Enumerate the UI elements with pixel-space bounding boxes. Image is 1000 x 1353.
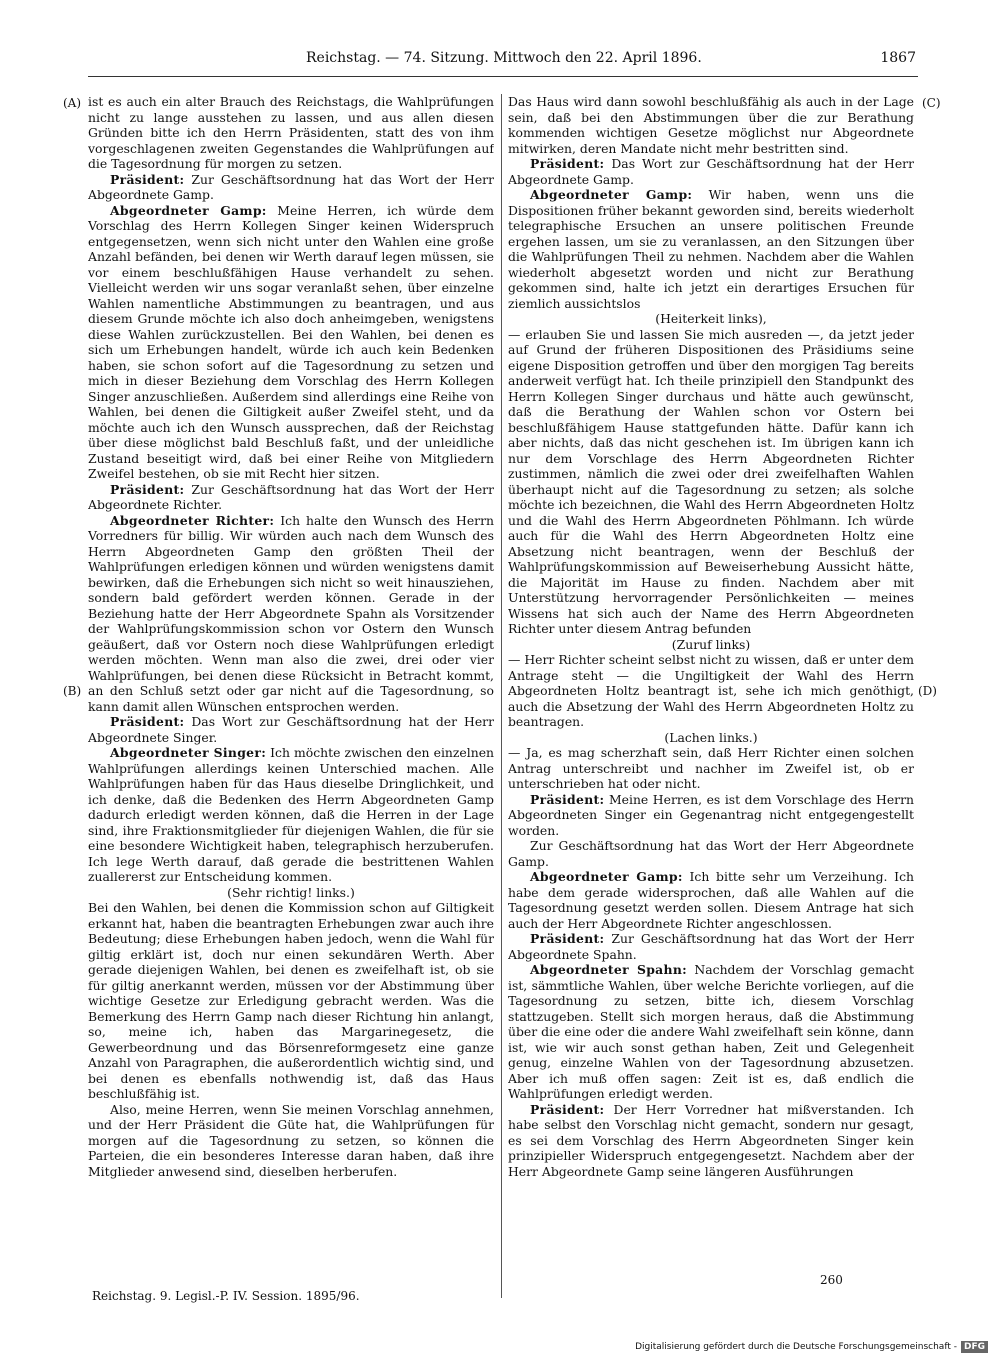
- paragraph-text: Zur Geschäftsordnung hat das Wort der Herr Abgeordnete Spahn.: [508, 931, 914, 962]
- paragraph: [88, 513, 494, 715]
- paragraph: [508, 156, 914, 187]
- paragraph: [88, 745, 494, 885]
- paragraph: [88, 172, 494, 203]
- paragraph: [508, 94, 914, 156]
- paragraph-text: Meine Herren, es ist dem Vorschlage des Herrn Abgeordneten Singer ein Gegenantrag nicht entgegengestellt worden.: [508, 791, 914, 838]
- paragraph: [508, 187, 914, 311]
- paragraph-text: Ich bitte sehr um Verzeihung. Ich habe dem gerade widersprochen, daß alle Wahlen auf die Tagesordnung gesetzt werden sollen. Diesem Antrage hat sich auch der Herr Abgeordnete Richter angeschlossen.: [508, 869, 914, 931]
- paragraph-text: Bei den Wahlen, bei denen die Kommission schon auf Giltigkeit erkannt hat, haben die beantragten Erhebungen zwar auch ihre Bedeutung; diese Erhebungen haben jedoch, wenn die Wahl für giltig erklärt ist, doch nur einen sekundären Werth. Aber gerade diejenigen Wahlen, bei denen es zweifelhaft ist, ob sie für giltig anerkannt werden, müssen vor der Abstimmung über wichtige Gesetze zur Erledigung gebracht werden. Was die Bemerkung des Herrn Gamp nach dieser Richtung hin anlangt, so, meine ich, haben das Margarinegesetz, die Gewerbeordnung und das Börsenreformgesetz eine ganze Anzahl von Paragraphen, die außerordentlich wichtig sind, und bei denen es ebenfalls nothwendig ist, daß das Haus beschlußfähig ist.: [88, 900, 494, 1101]
- speaker-name: Abgeordneter Richter:: [110, 512, 275, 528]
- speaker-name: Präsident:: [530, 931, 605, 946]
- paragraph-text: Ich halte den Wunsch des Herrn Vorredners für billig. Wir würden auch nach dem Wunsch des Herrn Abgeordneten Gamp den größten Theil der Wahlprüfungen erledigen können und würden wenigstens damit bewirken, daß die Erhebungen sich nicht so weit hinausziehen, sondern bald gefördert werden können. Gerade in der Beziehung hatte der Herr Abgeordnete Spahn als Vorsitzender der Wahlprüfungskommission schon vor Ostern den Wunsch geäußert, daß vor Ostern noch diese Wahlprüfungen erledigt werden möchten. Wenn man also die zwei, drei oder vier Wahlprüfungen, bei denen diese Rücksicht in Betracht kommt, an den Schluß setzt oder gar nicht auf die Tagesordnung, so kann damit allen Wünschen entsprochen werden.: [88, 512, 494, 714]
- dfg-credit: [635, 1340, 988, 1353]
- paragraph: [88, 94, 494, 172]
- speaker-name: Präsident:: [110, 481, 185, 497]
- paragraph: [508, 838, 914, 869]
- column-divider: [501, 94, 502, 1298]
- speaker-name: Präsident:: [110, 714, 185, 729]
- paragraph: [508, 637, 914, 653]
- paragraph-text: (Zuruf links): [671, 636, 751, 652]
- paragraph-text: Wir haben, wenn uns die Dispositionen früher bekannt geworden sind, bereits wiederholt telegraphische Ersuchen an unsere politischen Freunde ergehen lassen, um sie zu veranlassen, an den Sitzungen über die Wahlprüfungen Theil zu nehmen. Nachdem aber die Wahlen wiederholt abgesetzt worden und nicht zur Berathung gekommen sind, halte ich jetzt ein derartiges Ersuchen für ziemlich aussichtslos: [508, 187, 914, 311]
- header-title: Reichstag. — 74. Sitzung. Mittwoch den 22. April 1896.: [306, 50, 702, 66]
- footer-sheet-number: 260: [820, 1273, 843, 1287]
- paragraph: [88, 482, 494, 513]
- paragraph-text: (Heiterkeit links),: [655, 311, 767, 326]
- paragraph-text: Ich möchte zwischen den einzelnen Wahlprüfungen allerdings keinen Unterschied machen. Alle Wahlprüfungen haben für das Haus dieselbe Dringlichkeit, und ich denke, daß die Bedenken des Herrn Abgeordneten Gamp dadurch erledigt werden können, daß die Herren in der Lage sind, ihre Fraktionsmitglieder für diejenigen Wahlen, die für sie eine besondere Wichtigkeit haben, telegraphisch herzuberufen. Ich lege Werth darauf, daß gerade die bestrittenen Wahlen zuallererst zur Entscheidung kommen.: [88, 745, 494, 884]
- paragraph: [508, 745, 914, 792]
- paragraph: [88, 900, 494, 1102]
- header-rule: [88, 76, 918, 77]
- paragraph: [88, 203, 494, 482]
- margin-marker-a: (A): [63, 96, 82, 110]
- dfg-logo-icon: DFG: [961, 1341, 988, 1353]
- speaker-name: Präsident:: [530, 156, 605, 171]
- paragraph-text: Meine Herren, ich würde dem Vorschlag des Herrn Kollegen Singer keinen Widerspruch entgegensetzen, wenn sich nicht unter den Wahlen eine große Anzahl befänden, bei denen wir Werth darauf legen müssen, sie vor einem beschlußfähigen Hause verhandelt zu sehen. Vielleicht werden wir uns sogar veranlaßt sehen, über einzelne Wahlen namentliche Abstimmungen zu beantragen, und aus diesem Grunde möchte ich also doch anheimgeben, wenigstens diese Wahlen zurückzustellen. Bei den Wahlen, bei denen es sich um Erhebungen handelt, würde ich auch kein Bedenken haben, sie schon sofort auf die Tagesordnung zu setzen und mich in dieser Beziehung dem Vorschlag des Herrn Kollegen Singer anzuschließen. Außerdem sind allerdings eine Reihe von Wahlen, bei denen die Giltigkeit außer Zweifel steht, und da möchte auch ich den Wunsch aussprechen, daß der Reichstag über diese möglichst bald Beschluß faßt, und der unleidliche Zustand beseitigt wird, daß bei einer Reihe von Mitgliedern Zweifel bestehen, ob sie mit Recht hier sitzen.: [88, 202, 494, 481]
- margin-marker-b: (B): [63, 684, 82, 698]
- paragraph-text: Das Wort zur Geschäftsordnung hat der Herr Abgeordnete Gamp.: [508, 156, 914, 187]
- paragraph-text: Das Wort zur Geschäftsordnung hat der Herr Abgeordnete Singer.: [88, 714, 494, 745]
- speaker-name: Präsident:: [110, 171, 185, 187]
- paragraph: [508, 792, 914, 839]
- page-header: [306, 50, 916, 72]
- paragraph: [508, 1102, 914, 1180]
- paragraph-text: — erlauben Sie und lassen Sie mich ausreden —, da jetzt jeder auf Grund der früheren Dispositionen des Präsidiums seine eigene Disposition getroffen und über den morgigen Tag bereits anderweit verfügt hat. Ich theile prinzipiell den Standpunkt des Herrn Kollegen Singer durchaus und hätte auch gewünscht, daß die Berathung der Wahlen schon vor Ostern bei beschlußfähigem Hause stattgefunden hätte. Dafür kann ich aber nichts, daß das nicht geschehen ist. Im übrigen kann ich nur dem Vorschlage des Herrn Abgeordneten Richter zustimmen, nämlich die zwei oder drei zweifelhaften Wahlen überhaupt nicht auf die Tagesordnung zu setzen; als solche möchte ich bezeichnen, die Wahl des Herrn Abgeordneten Holtz und die Wahl des Herrn Abgeordneten Pöhlmann. Ich würde auch für die Wahl des Herrn Abgeordneten Holtz eine Absetzung nicht beantragen, wenn der Beschluß der Wahlprüfungskommission auf Beweiserhebung Aussicht hätte, die Majorität im Hause zu finden. Nachdem aber mit Unterstützung hervorragender Persönlichkeiten — meines Wissens hat sich auch der Name des Herrn Abgeordneten Richter unter diesem Antrag befunden: [508, 326, 914, 636]
- paragraph-text: Zur Geschäftsordnung hat das Wort der Herr Abgeordnete Richter.: [88, 481, 494, 512]
- speaker-name: Abgeordneter Spahn:: [530, 962, 688, 977]
- paragraph-text: (Lachen links.): [664, 729, 758, 745]
- speaker-name: Abgeordneter Gamp:: [530, 869, 683, 884]
- paragraph-text: — Ja, es mag scherzhaft sein, daß Herr Richter einen solchen Antrag unterschreibt und nachher im Zweifel ist, ob er unterschrieben hat oder nicht.: [508, 745, 914, 791]
- paragraph-text: Der Herr Vorredner hat mißverstanden. Ich habe selbst den Vorschlag nicht gemacht, sondern nur gesagt, es sei dem Vorschlag des Herrn Abgeordneten Singer kein prinzipieller Widerspruch entgegengesetzt. Nachdem aber der Herr Abgeordnete Gamp seine längeren Ausführungen: [508, 1101, 914, 1179]
- paragraph: [508, 311, 914, 327]
- paragraph: [508, 962, 914, 1102]
- paragraph-text: Zur Geschäftsordnung hat das Wort der Herr Abgeordnete Gamp.: [88, 171, 494, 202]
- paragraph: [508, 931, 914, 962]
- margin-marker-d: (D): [918, 684, 937, 698]
- speaker-name: Abgeordneter Singer:: [110, 745, 267, 760]
- paragraph: [88, 885, 494, 901]
- paragraph-text: Das Haus wird dann sowohl beschlußfähig als auch in der Lage sein, daß bei den Abstimmungen über die zur Berathung kommenden wichtigen Gesetze möglichst nur Abgeordnete mitwirken, deren Mandate nicht mehr bestritten sind.: [508, 94, 914, 156]
- left-column: [88, 94, 494, 1298]
- right-column: [508, 94, 914, 1280]
- paragraph: [88, 1102, 494, 1180]
- speaker-name: Abgeordneter Gamp:: [110, 202, 267, 218]
- paragraph: [508, 869, 914, 931]
- paragraph-text: Zur Geschäftsordnung hat das Wort der Herr Abgeordnete Gamp.: [508, 838, 914, 869]
- paragraph-text: Also, meine Herren, wenn Sie meinen Vorschlag annehmen, und der Herr Präsident die Güte hat, die Wahlprüfungen für morgen auf die Tagesordnung zu setzen, so können die Parteien, die ein besonderes Interesse daran haben, daß ihre Mitglieder anwesend sind, dieselben herberufen.: [88, 1101, 494, 1179]
- paragraph: [508, 327, 914, 637]
- dfg-credit-text: Digitalisierung gefördert durch die Deutsche Forschungsgemeinschaft -: [635, 1341, 957, 1352]
- paragraph: [508, 730, 914, 746]
- paragraph: [508, 652, 914, 730]
- speaker-name: Präsident:: [530, 791, 605, 807]
- speaker-name: Abgeordneter Gamp:: [530, 187, 693, 202]
- paragraph-text: Nachdem der Vorschlag gemacht ist, sämmtliche Wahlen, über welche Berichte vorliegen, auf die Tagesordnung zu setzen, bitte ich, diesem Vorschlag stattzugeben. Stellt sich morgen heraus, daß die Abstimmung über die eine oder die andere Wahl zweifelhaft sein könne, dann ist, wie wir auch sonst gethan haben, Zeit und Gelegenheit genug, einzelne Wahlen von der Tagesordnung abzusetzen. Aber ich muß offen sagen: Zeit ist es, daß endlich die Wahlprüfungen erledigt werden.: [508, 962, 914, 1101]
- paragraph: [88, 714, 494, 745]
- paragraph-text: (Sehr richtig! links.): [227, 884, 355, 900]
- margin-marker-c: (C): [922, 96, 941, 110]
- paragraph-text: — Herr Richter scheint selbst nicht zu wissen, daß er unter dem Antrage steht — die Ungiltigkeit der Wahl des Herrn Abgeordneten Holtz beantragt ist, sehe ich mich genöthigt, auch die Absetzung der Wahl des Herrn Abgeordneten Holtz zu beantragen.: [508, 652, 914, 729]
- paragraph-text: ist es auch ein alter Brauch des Reichstags, die Wahlprüfungen nicht zu lange ausstehen zu lassen, und aus allen diesen Gründen bitte ich den Herrn Präsidenten, statt des von ihm vorgeschlagenen zweiten Gegenstandes die Wahlprüfungen auf die Tagesordnung für morgen zu setzen.: [88, 94, 494, 171]
- footer-session-info: Reichstag. 9. Legisl.-P. IV. Session. 1895/96.: [92, 1289, 360, 1303]
- speaker-name: Präsident:: [530, 1101, 605, 1117]
- page-number: 1867: [880, 50, 916, 66]
